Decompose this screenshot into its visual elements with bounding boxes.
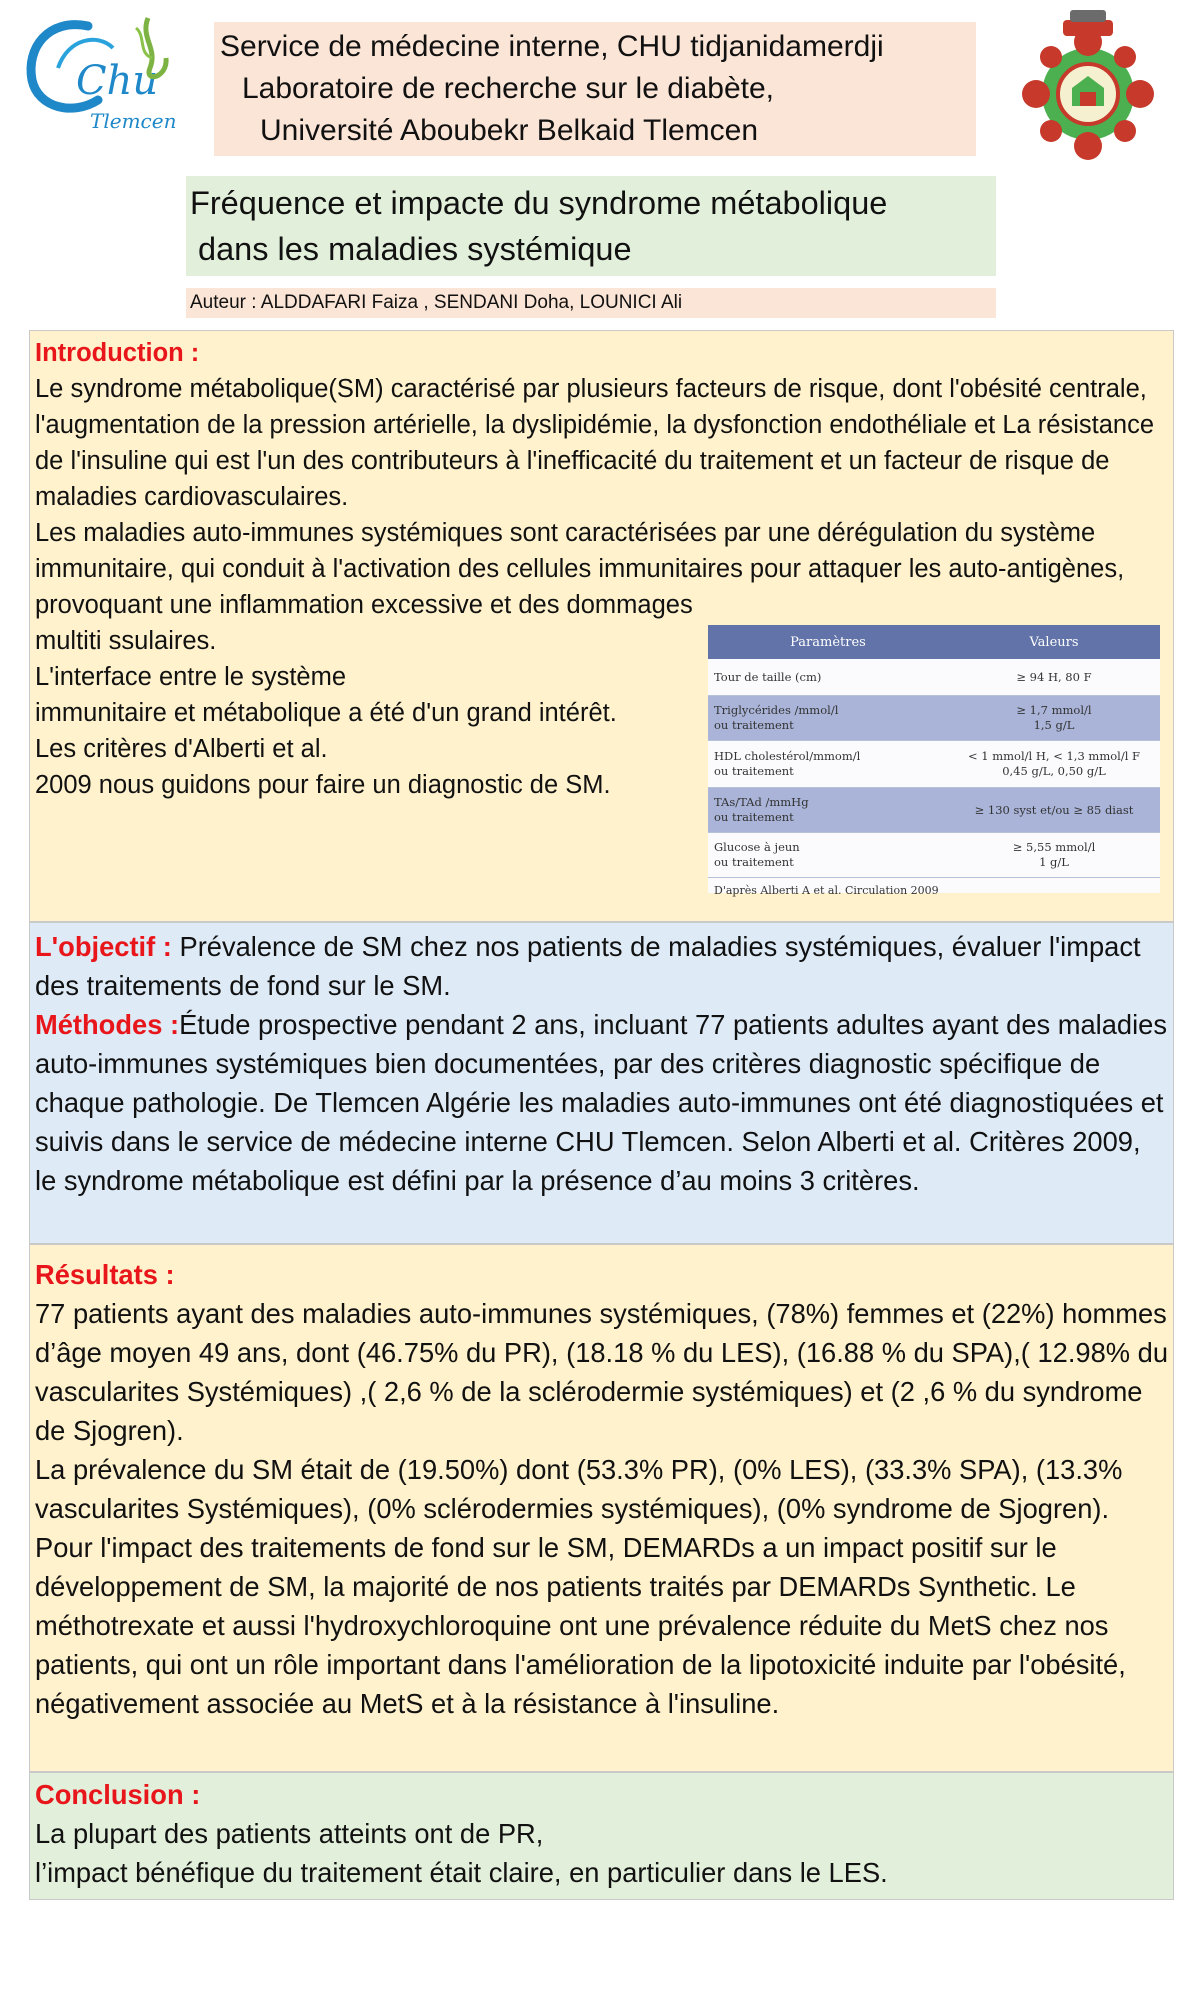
conclusion-section: [29, 1772, 1174, 1900]
poster-title: [186, 176, 996, 276]
param-line: Glucose à jeun: [714, 840, 800, 854]
conclusion-heading: Conclusion :: [35, 1779, 201, 1810]
table-source: D'après Alberti A et al. Circulation 2009: [714, 884, 939, 897]
institution-line-3: Université Aboubekr Belkaid Tlemcen: [260, 114, 759, 147]
table-header: [708, 625, 1160, 659]
introduction-narrow-line: multiti ssulaires.: [35, 627, 217, 655]
objectif-text: Prévalence de SM chez nos patients de maladies systémiques, évaluer l'impact des traitements de fond sur le SM.: [35, 931, 1141, 1001]
column-header-valeurs: Valeurs: [1029, 634, 1079, 650]
university-emblem: [1008, 6, 1168, 166]
value-line: ≥ 94 H, 80 F: [1016, 669, 1092, 684]
title-line-2: dans les maladies systémique: [198, 231, 632, 267]
introduction-narrow-line: Les critères d'Alberti et al.: [35, 735, 328, 763]
param-line: HDL cholestérol/mmom/l: [714, 749, 861, 763]
chu-logo-text: Chu: [76, 58, 159, 104]
institution-line-2: Laboratoire de recherche sur le diabète,: [242, 72, 775, 105]
param-line: Tour de taille (cm): [714, 669, 822, 684]
value-line: ≥ 130 syst et/ou ≥ 85 diast: [974, 802, 1134, 817]
param-line: TAs/TAd /mmHg: [714, 795, 809, 809]
conclusion-line-1: La plupart des patients atteints ont de PR,: [35, 1818, 544, 1849]
institution-line-1: Service de médecine interne, CHU tidjanidamerdji: [220, 30, 884, 63]
table-row: [708, 741, 1160, 788]
value-line: 0,45 g/L, 0,50 g/L: [1002, 764, 1106, 778]
resultats-paragraph-2: La prévalence du SM était de (19.50%) dont (53.3% PR), (0% LES), (33.3% SPA), (13.3% vascularites Systémiques), (0% sclérodermies systémiques), (0% syndrome de Sjogren).: [35, 1454, 1123, 1524]
authors-line: Auteur : ALDDAFARI Faiza , SENDANI Doha, LOUNICI Ali: [186, 288, 996, 318]
value-line: ≥ 1,7 mmol/l: [1016, 703, 1092, 717]
methodes-paragraph: [35, 1005, 1168, 1200]
introduction-heading: Introduction :: [35, 339, 200, 367]
chu-logo-subtext: Tlemcen: [90, 109, 177, 133]
table-row: [708, 696, 1160, 741]
column-header-parametres: Paramètres: [790, 634, 866, 650]
introduction-narrow-line: immunitaire et métabolique a été d'un grand intérêt.: [35, 699, 617, 727]
chu-tlemcen-logo: [18, 8, 188, 138]
param-line: ou traitement: [714, 810, 794, 824]
resultats-heading: Résultats :: [35, 1259, 175, 1290]
objectif-paragraph: [35, 927, 1168, 1005]
introduction-paragraph-1: Le syndrome métabolique(SM) caractérisé par plusieurs facteurs de risque, dont l'obésité centrale, l'augmentation de la pression artérielle, la dyslipidémie, la dysfonction endothéliale et La résistance de l'insuline qui est l'un des contributeurs à l'inefficacité du traitement et un facteur de risque de maladies cardiovasculaires.: [35, 375, 1155, 511]
introduction-narrow-line: 2009 nous guidons pour faire un diagnostic de SM.: [35, 771, 611, 799]
param-line: ou traitement: [714, 718, 794, 732]
value-line: < 1 mmol/l H, < 1,3 mmol/l F: [967, 749, 1141, 763]
value-line: 1 g/L: [1039, 855, 1069, 869]
value-line: 1,5 g/L: [1033, 718, 1075, 732]
param-line: Triglycérides /mmol/l: [714, 703, 839, 717]
table-row: [708, 659, 1160, 696]
introduction-narrow-line: L'interface entre le système: [35, 663, 347, 691]
conclusion-line-2: l’impact bénéfique du traitement était claire, en particulier dans le LES.: [35, 1857, 888, 1888]
methodes-heading: Méthodes :: [35, 1009, 180, 1040]
value-line: ≥ 5,55 mmol/l: [1012, 840, 1096, 854]
resultats-paragraph-3: Pour l'impact des traitements de fond sur le SM, DEMARDs a un impact positif sur le développement de SM, la majorité de nos patients traités par DEMARDs Synthetic. Le méthotrexate et aussi l'hydroxychloroquine ont une prévalence réduite du MetS chez nos patients, qui ont un rôle important dans l'amélioration de la lipotoxicité induite par l'obésité, négativement associée au MetS et à la résistance à l'insuline.: [35, 1532, 1126, 1719]
institution-header: [214, 22, 976, 156]
resultats-paragraph-1: 77 patients ayant des maladies auto-immunes systémiques, (78%) femmes et (22%) hommes d’âge moyen 49 ans, dont (46.75% du PR), (18.18 % du LES), (16.88 % du SPA),( 12.98% du vascularites Systémiques) ,( 2,6 % de la sclérodermie systémiques) et (2 ,6 % du syndrome de Sjogren).: [35, 1298, 1168, 1446]
table-row: [708, 788, 1160, 833]
methodes-text: Étude prospective pendant 2 ans, incluant 77 patients adultes ayant des maladies auto-immunes systémiques bien documentées, par des critères diagnostic spécifique de chaque pathologie. De Tlemcen Algérie les maladies auto-immunes ont été diagnostiquées et suivis dans le service de médecine interne CHU Tlemcen. Selon Alberti et al. Critères 2009, le syndrome métabolique est défini par la présence d’au moins 3 critères.: [35, 1009, 1167, 1196]
param-line: ou traitement: [714, 764, 794, 778]
objectif-methodes-section: [29, 922, 1174, 1244]
resultats-section: [29, 1244, 1174, 1772]
introduction-paragraph-2: Les maladies auto-immunes systémiques sont caractérisées par une dérégulation du système immunitaire, qui conduit à l'activation des cellules immunitaires pour attaquer les auto-antigènes, provoquant une inflammation excessive et des dommages: [35, 519, 1125, 619]
objectif-heading: L'objectif :: [35, 931, 172, 962]
param-line: ou traitement: [714, 855, 794, 869]
title-line-1: Fréquence et impacte du syndrome métabolique: [190, 185, 888, 221]
table-row: [708, 833, 1160, 878]
alberti-criteria-table: [708, 625, 1160, 897]
